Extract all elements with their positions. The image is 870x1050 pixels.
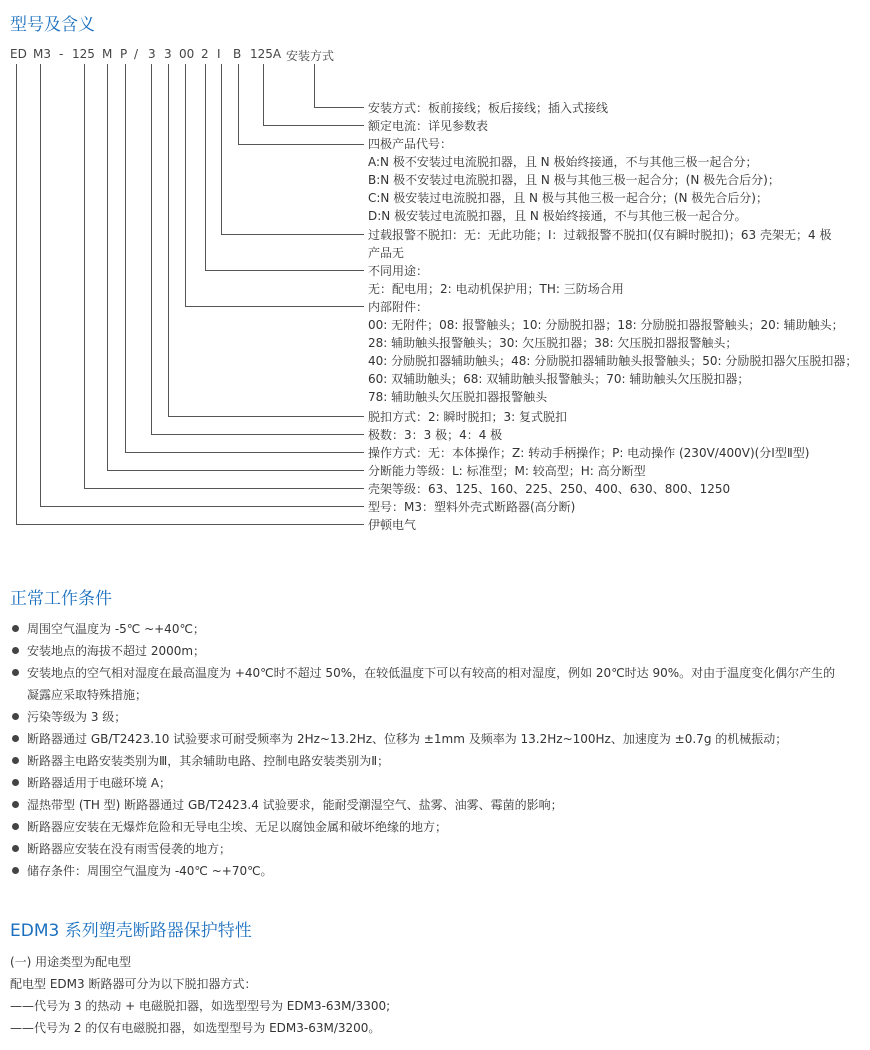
code-install: 安装方式 — [286, 49, 335, 63]
bullet-icon — [12, 735, 19, 742]
condition-item: 断路器应安装在无爆炸危险和无导电尘埃、无足以腐蚀金属和破坏绝缘的地方； — [27, 820, 448, 834]
section-title-model: 型号及含义 — [10, 15, 95, 35]
desc-four-pole: 四极产品代号： — [368, 137, 453, 151]
desc-operation: 操作方式：无：本体操作；Z: 转动手柄操作；P: 电动操作 (230V/400V)(分Ⅰ型Ⅱ型) — [368, 446, 810, 460]
protection-line: ——代号为 2 的仅有电磁脱扣器，如选型型号为 EDM3-63M/3200。 — [10, 1021, 381, 1035]
bullet-icon — [12, 647, 19, 654]
condition-item: 断路器主电路安装类别为Ⅲ，其余辅助电路、控制电路安装类别为Ⅱ； — [27, 754, 390, 768]
protection-line: (一) 用途类型为配电型 — [10, 955, 132, 969]
condition-item: 安装地点的空气相对湿度在最高温度为 +40℃时不超过 50%，在较低温度下可以有较高的相对湿度，例如 20℃时达 90%。对由于温度变化偶尔产生的 — [27, 666, 836, 680]
code-ED: ED — [10, 47, 27, 61]
condition-item: 断路器应安装在没有雨雪侵袭的地方； — [27, 842, 232, 856]
code-00: 00 — [179, 47, 195, 61]
bullet-icon — [12, 757, 19, 764]
condition-item: 污染等级为 3 级； — [27, 710, 127, 724]
section-title-protection: EDM3 系列塑壳断路器保护特性 — [10, 921, 252, 941]
condition-item: 断路器通过 GB/T2423.10 试验要求可耐受频率为 2Hz~13.2Hz、位移为 ±1mm 及频率为 13.2Hz~100Hz、加速度为 ±0.7g 的机械振动； — [27, 732, 788, 746]
desc-four-pole-c: C:N 极安装过电流脱扣器，且 N 极与其他三极一起合分；(N 极先合后分)； — [368, 191, 768, 205]
desc-frame-size: 壳架等级：63、125、160、225、250、400、630、800、1250 — [368, 482, 731, 496]
code-P: P — [120, 47, 128, 61]
desc-usage: 不同用途： — [368, 264, 429, 278]
condition-item: 周围空气温度为 -5℃ ~+40℃； — [27, 622, 205, 636]
desc-four-pole-a: A:N 极不安装过电流脱扣器，且 N 极始终接通，不与其他三极一起合分； — [368, 155, 758, 169]
bullet-icon — [12, 625, 19, 632]
code-3b: 3 — [164, 47, 172, 61]
desc-install-method: 安装方式：板前接线；板后接线；插入式接线 — [368, 101, 609, 115]
condition-item: 断路器适用于电磁环境 A； — [27, 776, 172, 790]
bullet-icon — [12, 669, 19, 676]
desc-accessories-3: 40: 分励脱扣器辅助触头；48: 分励脱扣器辅助触头报警触头；50: 分励脱扣器欠压脱扣器； — [368, 354, 858, 368]
code-125: 125 — [72, 47, 95, 61]
code-I: I — [217, 47, 221, 61]
desc-rated-current: 额定电流：详见参数表 — [368, 119, 489, 133]
bullet-icon — [12, 779, 19, 786]
bullet-icon — [12, 713, 19, 720]
desc-accessories-2: 28: 辅助触头报警触头；30: 欠压脱扣器；38: 欠压脱扣器报警触头； — [368, 336, 738, 350]
code-2: 2 — [201, 47, 209, 61]
protection-line: ——代号为 3 的热动 + 电磁脱扣器，如选型型号为 EDM3-63M/3300; — [10, 999, 391, 1013]
desc-accessories-5: 78: 辅助触头欠压脱扣器报警触头 — [368, 390, 548, 404]
desc-accessories: 内部附件： — [368, 300, 429, 314]
condition-item: 安装地点的海拔不超过 2000m； — [27, 644, 206, 658]
desc-trip-method: 脱扣方式：2: 瞬时脱扣；3: 复式脱扣 — [368, 410, 567, 424]
condition-item: 储存条件：周围空气温度为 -40℃ ~+70℃。 — [27, 864, 273, 878]
section-title-conditions: 正常工作条件 — [10, 589, 112, 609]
code-3a: 3 — [148, 47, 156, 61]
condition-item-cont: 凝露应采取特殊措施； — [27, 688, 148, 702]
desc-overload-alarm-2: 产品无 — [368, 246, 405, 260]
code-B: B — [233, 47, 242, 61]
bullet-icon — [12, 823, 19, 830]
bullet-icon — [12, 867, 19, 874]
desc-accessories-4: 60: 双辅助触头；68: 双辅助触头报警触头；70: 辅助触头欠压脱扣器； — [368, 372, 750, 386]
code-125A: 125A — [250, 47, 282, 61]
desc-usage-options: 无：配电用；2: 电动机保护用；TH: 三防场合用 — [368, 282, 624, 296]
bullet-icon — [12, 845, 19, 852]
desc-overload-alarm: 过载报警不脱扣：无：无此功能；Ⅰ：过载报警不脱扣(仅有瞬时脱扣)；63 壳架无；4 极 — [368, 228, 832, 242]
desc-model: 型号：M3：塑料外壳式断路器(高分断) — [368, 500, 576, 514]
desc-four-pole-b: B:N 极不安装过电流脱扣器，且 N 极与其他三极一起合分；(N 极先合后分)； — [368, 173, 780, 187]
code-slash: / — [134, 47, 139, 61]
protection-line: 配电型 EDM3 断路器可分为以下脱扣器方式： — [10, 977, 257, 991]
desc-four-pole-d: D:N 极安装过电流脱扣器，且 N 极始终接通，不与其他三极一起合分。 — [368, 209, 747, 223]
code-M: M — [102, 47, 113, 61]
desc-poles: 极数：3：3 极；4：4 极 — [368, 428, 503, 442]
condition-item: 湿热带型 (TH 型) 断路器通过 GB/T2423.4 试验要求，能耐受潮湿空气、盐雾、油雾、霉菌的影响； — [27, 798, 563, 812]
desc-accessories-1: 00: 无附件；08: 报警触头；10: 分励脱扣器；18: 分励脱扣器报警触头；20: 辅助触头； — [368, 318, 844, 332]
code-dash: - — [59, 47, 64, 61]
bullet-icon — [12, 801, 19, 808]
desc-brand: 伊顿电气 — [368, 518, 417, 532]
code-M3: M3 — [33, 47, 51, 61]
desc-breaking-capacity: 分断能力等级：L: 标准型；M: 较高型；H: 高分断型 — [368, 464, 646, 478]
